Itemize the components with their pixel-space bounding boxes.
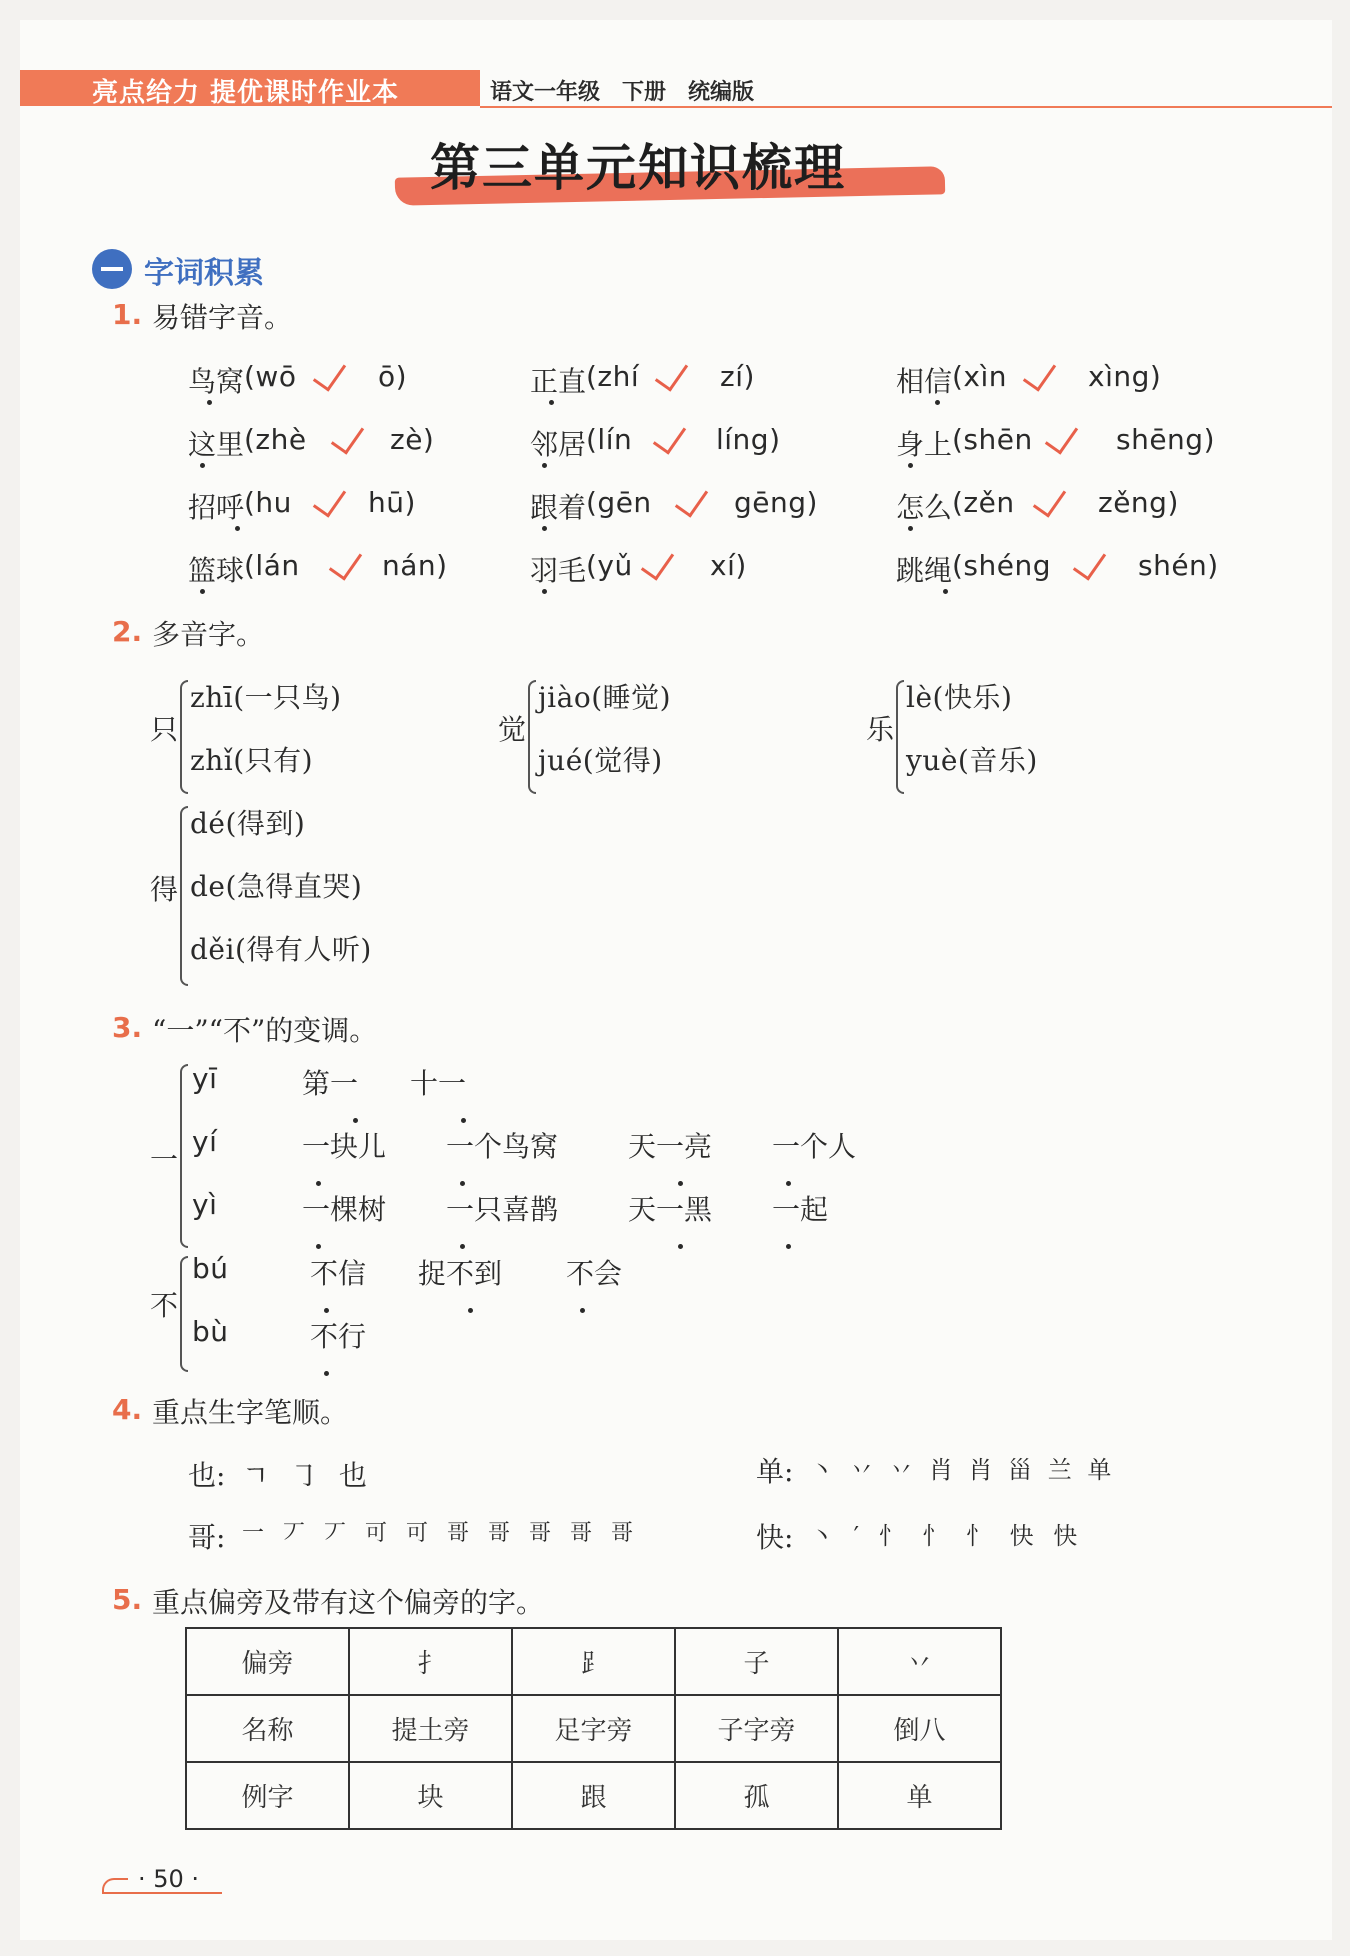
q1-word: 相信 (896, 365, 953, 398)
table-cell: 子字旁 (675, 1695, 838, 1762)
q1-wrong: (zěn (952, 486, 1015, 519)
check-icon (1073, 544, 1106, 580)
page (20, 20, 1332, 1940)
tone-word: 一个人 (772, 1130, 857, 1163)
q1-word: 怎么 (896, 491, 953, 524)
table-cell: 子 (675, 1628, 838, 1695)
check-icon (655, 355, 688, 391)
stroke-order: 丶 丷 丷 肖 肖 甾 兰 单 (810, 1456, 1116, 1484)
section-title: 字词积累 (144, 256, 264, 291)
table-cell: 足字旁 (512, 1695, 675, 1762)
tone-word: 第一 (302, 1067, 359, 1100)
q3-number: 3. (112, 1011, 143, 1044)
tone-pinyin: bú (192, 1252, 229, 1285)
stroke-order: 丶 ′ 忄 忄 忄 快 快 (810, 1522, 1084, 1550)
q1-word: 邻居 (530, 428, 587, 461)
q1-wrong: (lín (586, 423, 633, 456)
emphasis-dot (908, 526, 913, 531)
stroke-order: ㄱ ㇆ 也 (242, 1459, 373, 1492)
tone-word: 天一亮 (628, 1130, 713, 1163)
brace (180, 806, 188, 986)
tone-word: 不行 (310, 1320, 367, 1353)
emphasis-dot (468, 1308, 473, 1313)
stroke-char: 单: (756, 1455, 794, 1488)
section-number-mark (101, 267, 123, 271)
tone-char-yi: 一 (150, 1143, 179, 1176)
q1-number: 1. (112, 298, 143, 331)
q1-right: zí) (720, 360, 755, 393)
q1-right: shēng) (1116, 423, 1216, 456)
tone-word: 一棵树 (302, 1193, 387, 1226)
q1-wrong: (shēn (952, 423, 1033, 456)
tone-word: 一个鸟窝 (446, 1130, 559, 1163)
emphasis-dot (316, 1244, 321, 1249)
header-brand: 亮点给力 提优课时作业本 (92, 78, 400, 108)
table-cell: 孤 (675, 1762, 838, 1829)
stroke-order: 一 丆 丆 可 可 哥 哥 哥 哥 哥 (242, 1521, 639, 1546)
polyphone-char: 得 (150, 873, 179, 906)
emphasis-dot (580, 1308, 585, 1313)
q1-word: 鸟窝 (188, 365, 245, 398)
q1-right: xìng) (1088, 360, 1162, 393)
emphasis-dot (786, 1244, 791, 1249)
q1-word: 招呼 (188, 491, 245, 524)
polyphone-reading: jué(觉得) (538, 744, 663, 777)
polyphone-reading: jiào(睡觉) (538, 681, 672, 714)
tone-word: 一起 (772, 1193, 829, 1226)
q1-wrong: (gēn (586, 486, 652, 519)
stroke-char: 哥: (188, 1521, 226, 1554)
q1-word: 跳绳 (896, 554, 953, 587)
table-row (186, 1628, 1001, 1695)
q1-wrong: (yǔ (586, 549, 633, 582)
emphasis-dot (235, 526, 240, 531)
check-icon (653, 418, 686, 454)
stroke-char: 快: (756, 1521, 794, 1554)
page-title: 第三单元知识梳理 (430, 139, 846, 197)
q3-text: “一”“不”的变调。 (152, 1014, 378, 1047)
q1-wrong: (hu (244, 486, 292, 519)
header-rule (480, 106, 1332, 108)
emphasis-dot (324, 1371, 329, 1376)
tone-char-bu: 不 (150, 1289, 179, 1322)
q4-number: 4. (112, 1393, 143, 1426)
brace (180, 1064, 188, 1248)
q1-wrong: (xìn (952, 360, 1008, 393)
check-icon (1023, 355, 1056, 391)
polyphone-reading: děi(得有人听) (190, 933, 372, 966)
table-row (186, 1762, 1001, 1829)
brace (180, 680, 188, 794)
check-icon (675, 481, 708, 517)
check-icon (641, 544, 674, 580)
polyphone-reading: zhǐ(只有) (190, 744, 314, 777)
table-cell: 偏旁 (186, 1628, 349, 1695)
q1-wrong: (zhè (244, 423, 307, 456)
q1-wrong: (lán (244, 549, 300, 582)
tone-word: 天一黑 (628, 1193, 713, 1226)
tone-word: 不会 (566, 1257, 623, 1290)
q5-number: 5. (112, 1583, 143, 1616)
stroke-char: 也: (188, 1459, 226, 1492)
q1-right: gēng) (734, 486, 818, 519)
q1-wrong: (zhí (586, 360, 640, 393)
emphasis-dot (542, 463, 547, 468)
emphasis-dot (678, 1244, 683, 1249)
brace (896, 680, 904, 794)
table-cell: 块 (349, 1762, 512, 1829)
polyphone-char: 只 (150, 713, 179, 746)
table-cell: ⻊ (512, 1628, 675, 1695)
polyphone-reading: de(急得直哭) (190, 870, 363, 903)
polyphone-char: 乐 (866, 713, 895, 746)
polyphone-reading: zhī(一只鸟) (190, 681, 342, 714)
emphasis-dot (549, 400, 554, 405)
q1-wrong: (shéng (952, 549, 1052, 582)
emphasis-dot (935, 400, 940, 405)
emphasis-dot (786, 1181, 791, 1186)
q1-right: hū) (368, 486, 416, 519)
emphasis-dot (200, 463, 205, 468)
emphasis-dot (542, 589, 547, 594)
emphasis-dot (678, 1181, 683, 1186)
emphasis-dot (542, 526, 547, 531)
tone-pinyin: yì (192, 1188, 218, 1221)
check-icon (329, 544, 362, 580)
brace (528, 680, 536, 794)
q1-right: nán) (382, 549, 448, 582)
tone-word: 一只喜鹊 (446, 1193, 559, 1226)
emphasis-dot (943, 589, 948, 594)
q1-word: 羽毛 (530, 554, 587, 587)
emphasis-dot (460, 1181, 465, 1186)
q1-right: shén) (1138, 549, 1219, 582)
check-icon (1033, 481, 1066, 517)
emphasis-dot (461, 1118, 466, 1123)
brace (180, 1256, 188, 1372)
table-row (186, 1695, 1001, 1762)
q1-word: 跟着 (530, 491, 587, 524)
q1-word: 正直 (530, 365, 587, 398)
q1-text: 易错字音。 (152, 301, 293, 334)
table-cell: 例字 (186, 1762, 349, 1829)
emphasis-dot (460, 1244, 465, 1249)
polyphone-reading: lè(快乐) (906, 681, 1013, 714)
tone-word: 不信 (310, 1257, 367, 1290)
tone-pinyin: yī (192, 1062, 218, 1095)
q1-right: zè) (390, 423, 435, 456)
radical-table (185, 1627, 1002, 1830)
q1-right: zěng) (1098, 486, 1179, 519)
q1-word: 篮球 (188, 554, 245, 587)
polyphone-reading: dé(得到) (190, 807, 306, 840)
table-cell: 丷 (838, 1628, 1001, 1695)
table-cell: 倒八 (838, 1695, 1001, 1762)
tone-word: 十一 (410, 1067, 467, 1100)
check-icon (1045, 418, 1078, 454)
q1-right: líng) (716, 423, 781, 456)
header-info: 语文一年级 下册 统编版 (490, 80, 755, 105)
q1-word: 这里 (188, 428, 245, 461)
table-cell: 名称 (186, 1695, 349, 1762)
emphasis-dot (908, 463, 913, 468)
q4-text: 重点生字笔顺。 (152, 1396, 349, 1429)
q1-right: ō) (378, 360, 408, 393)
tone-word: 一块儿 (302, 1130, 387, 1163)
q2-text: 多音字。 (152, 618, 265, 651)
check-icon (313, 481, 346, 517)
tone-pinyin: yí (192, 1125, 218, 1158)
emphasis-dot (316, 1181, 321, 1186)
check-icon (331, 418, 364, 454)
tone-pinyin: bù (192, 1315, 229, 1348)
emphasis-dot (324, 1308, 329, 1313)
table-cell: 扌 (349, 1628, 512, 1695)
polyphone-char: 觉 (498, 713, 527, 746)
emphasis-dot (207, 400, 212, 405)
check-icon (313, 355, 346, 391)
q2-number: 2. (112, 615, 143, 648)
table-cell: 提土旁 (349, 1695, 512, 1762)
polyphone-reading: yuè(音乐) (906, 744, 1038, 777)
page-number: · 50 · (138, 1865, 200, 1893)
q1-wrong: (wō (244, 360, 297, 393)
q1-word: 身上 (896, 428, 953, 461)
tone-word: 捉不到 (418, 1257, 503, 1290)
emphasis-dot (200, 589, 205, 594)
q5-text: 重点偏旁及带有这个偏旁的字。 (152, 1586, 545, 1619)
emphasis-dot (353, 1118, 358, 1123)
q1-right: xí) (710, 549, 747, 582)
table-cell: 单 (838, 1762, 1001, 1829)
table-cell: 跟 (512, 1762, 675, 1829)
